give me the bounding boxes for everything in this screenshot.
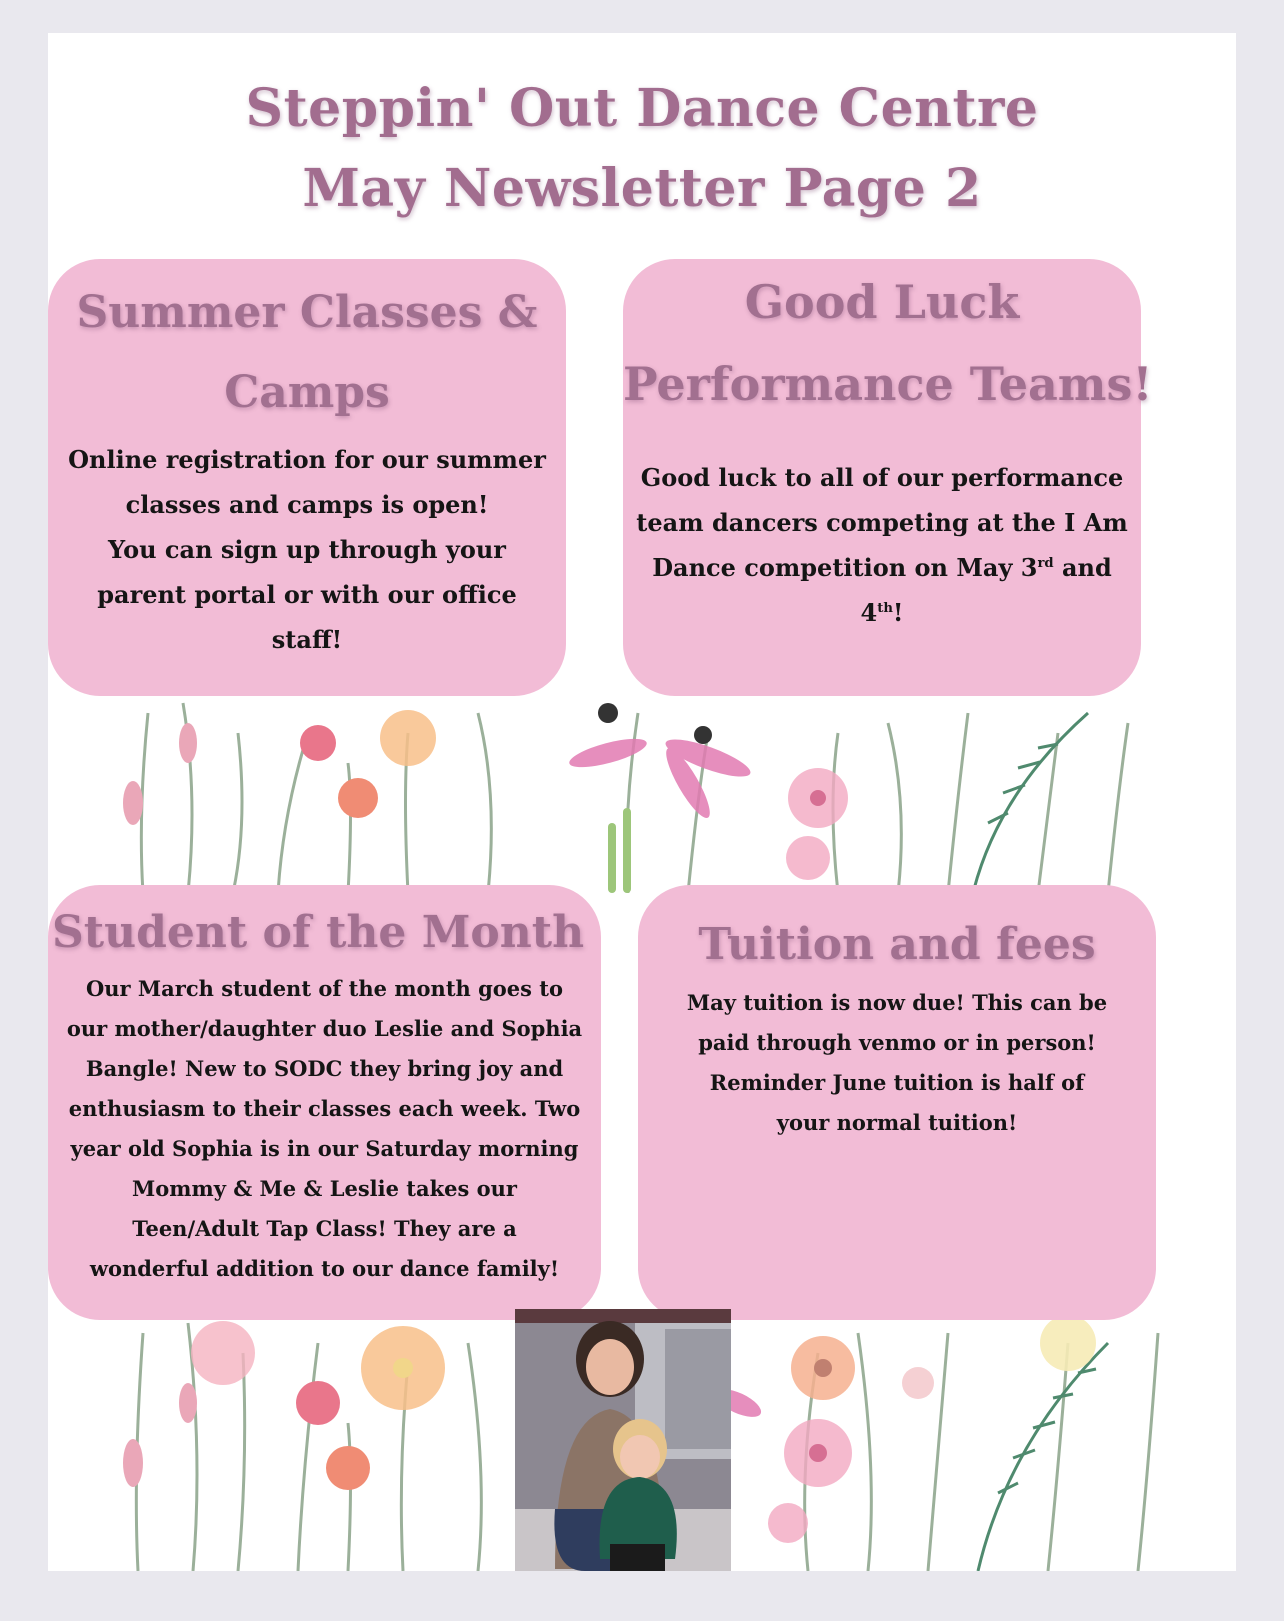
good-luck-sup2: th	[877, 601, 893, 616]
newsletter-page	[48, 33, 1236, 1571]
good-luck-box	[623, 259, 1153, 696]
student-of-month-heading: Student of the Month	[52, 907, 585, 958]
summer-classes-body: Online registration for our summer classes and camps is open! You can sign up through your parent portal or with our office staff!	[68, 445, 546, 654]
good-luck-body-part2: and 4	[860, 553, 1112, 627]
good-luck-sup1: rd	[1037, 556, 1054, 571]
student-of-month-body: Our March student of the month goes to our mother/daughter duo Leslie and Sophia Bangle! New to SODC they bring joy and enthusiasm to their classes each week. Two year old Sophia is in our Saturday morning Mommy & Me & Leslie takes our Teen/Adult Tap Class! They are a wonderful addition to our dance family!	[66, 976, 583, 1281]
tuition-heading: Tuition and fees	[698, 919, 1096, 970]
page-title-line1: Steppin' Out Dance Centre	[245, 78, 1039, 139]
good-luck-body	[623, 455, 1141, 635]
page-title-line2: May Newsletter Page 2	[302, 158, 982, 219]
good-luck-body-part1: Good luck to all of our performance team dancers competing at the I Am Dance competition on May 3	[636, 463, 1128, 582]
summer-classes-heading: Summer Classes & Camps	[76, 287, 538, 418]
good-luck-body-part3: !	[892, 598, 904, 627]
tuition-box	[638, 885, 1156, 1320]
summer-classes-box	[48, 259, 566, 696]
student-photo	[515, 1309, 731, 1571]
floral-decoration-middle	[48, 673, 1236, 893]
tuition-body: May tuition is now due! This can be paid through venmo or in person! Reminder June tuition is half of your normal tuition!	[686, 990, 1108, 1135]
good-luck-heading-line2: Performance Teams!	[623, 357, 1153, 411]
good-luck-heading-line1: Good Luck	[744, 275, 1020, 329]
student-of-month-box	[48, 885, 601, 1320]
